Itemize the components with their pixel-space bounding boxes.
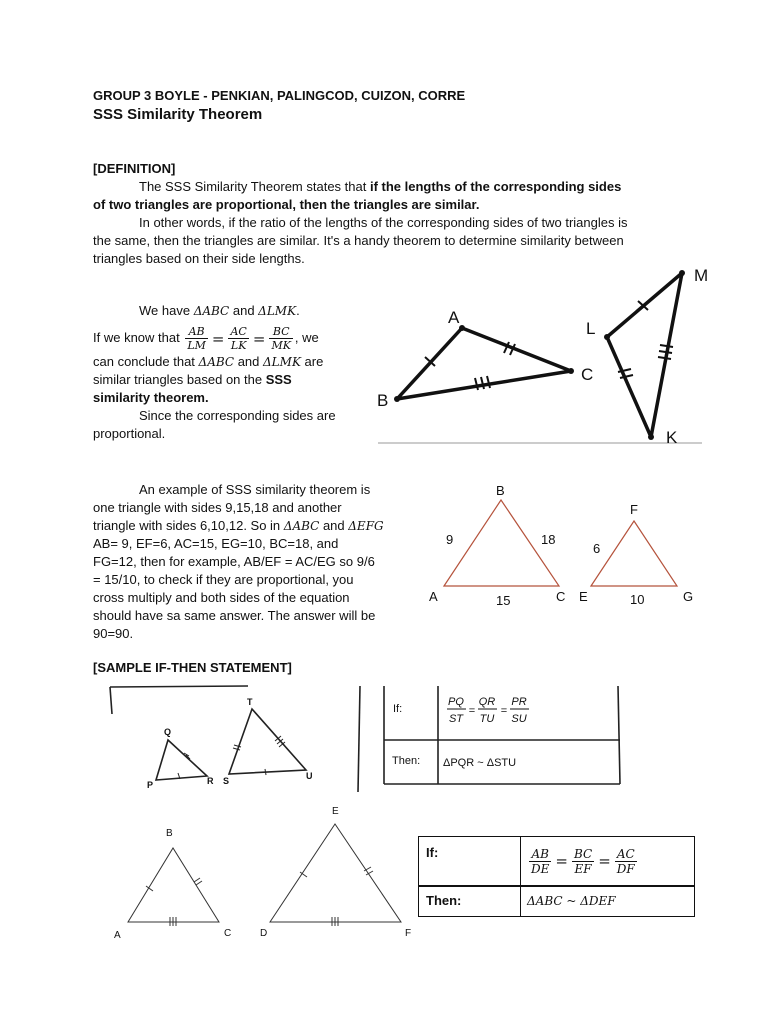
triangle-efg-example (591, 521, 677, 586)
bottom-label-a: A (114, 930, 121, 941)
label-b: B (377, 391, 389, 410)
svg-text:QR: QR (478, 696, 496, 708)
table-if-value: $\frac{AB}{DE}$ = $\frac{BC}{EF}$ = $\frac{AC}{DF}$ (531, 846, 635, 876)
scan-label-q: Q (164, 727, 172, 737)
ex-label-a: A (429, 589, 438, 604)
ex-side-bc: 18 (541, 532, 556, 547)
label-a: A (448, 308, 460, 327)
triangle-stu-scan (229, 709, 306, 774)
label-l: L (586, 319, 596, 338)
ex-side-ef: 6 (593, 541, 601, 556)
bottom-label-c: C (224, 928, 232, 939)
scan-label-t: T (247, 697, 253, 707)
explanation-text: We have ΔABC and ΔLMK. If we know that $\frac{AB}{LM}$ = $\frac{AC}{LK}$ = $\frac{BC}{MK}$ , we can conclude that ΔABC and ΔLMK are similar triangles based on the SSS similarity theorem. Since the corresponding sides are proportional. (93, 303, 336, 441)
ex-side-ab: 9 (446, 532, 454, 547)
ex-label-c: C (556, 589, 566, 604)
svg-text:PQ: PQ (448, 696, 464, 708)
example-triangles-figure (420, 478, 710, 613)
fraction-ab-lm: $\frac{AB}{LM}$ (187, 325, 206, 353)
svg-text:ST: ST (448, 713, 464, 725)
scan-label-p: P (147, 780, 154, 790)
scan-then-label: Then: (392, 755, 421, 767)
page-title: SSS Similarity Theorem (93, 106, 263, 123)
triangle-lmk (607, 273, 682, 437)
definition-heading: [DEFINITION] (93, 161, 176, 176)
ex-label-b: B (496, 483, 505, 498)
ex-side-eg: 10 (630, 592, 645, 607)
svg-text:SU: SU (511, 713, 527, 725)
ex-side-ac: 15 (496, 593, 511, 608)
group-line: GROUP 3 BOYLE - PENKIAN, PALINGCOD, CUIZON, CORRE (93, 88, 466, 103)
triangle-def-bottom (270, 824, 401, 922)
scan-label-s: S (223, 776, 230, 786)
bottom-label-d: D (260, 928, 268, 939)
ex-label-e: E (579, 589, 588, 604)
svg-text:=: = (500, 705, 508, 717)
svg-text:TU: TU (479, 713, 495, 725)
scan-if-label: If: (393, 703, 403, 715)
bottom-label-b: B (166, 828, 173, 839)
table-then-value: ΔABC ~ ΔDEF (527, 894, 616, 908)
bottom-label-f: F (405, 928, 412, 939)
example-paragraph: An example of SSS similarity theorem is one triangle with sides 9,15,18 and another triangle with sides 6,10,12. So in ΔABC and ΔEFG AB= 9, EF=6, AC=15, EG=10, BC=18, and FG=12, then for example, AB/EF = AC/EG so 9/6 = 15/10, to check if they are proportional, you cross multiply and both sides of the equation should have sa same answer. The answer will be 90=90. (93, 482, 384, 641)
bottom-label-e: E (332, 806, 339, 817)
label-m: M (694, 266, 709, 285)
scanned-sample (108, 684, 628, 796)
definition-paragraph: The SSS Similarity Theorem states that if the lengths of the corresponding sides of two triangles are proportional, then the triangles are similar. In other words, if the ratio of the lengths of the corresponding sides of two triangles is the same, then the triangles are similar. It's a handy theorem to determine similarity between triangles based on their side lengths. (93, 179, 628, 266)
label-k: K (666, 428, 678, 447)
scan-label-r: R (207, 776, 214, 786)
fraction-ac-lk: $\frac{AC}{LK}$ (230, 325, 247, 353)
label-c: C (581, 365, 594, 384)
table-if-label: If: (426, 845, 439, 860)
ex-label-g: G (683, 589, 694, 604)
sample-heading: [SAMPLE IF-THEN STATEMENT] (93, 660, 292, 675)
triangles-abc-lmk-figure (370, 265, 709, 450)
fraction-bc-mk: $\frac{BC}{MK}$ (271, 325, 291, 353)
scan-label-u: U (306, 771, 313, 781)
svg-text:PR: PR (511, 696, 527, 708)
triangles-abc-def-figure (108, 800, 418, 945)
triangle-pqr-scan (156, 740, 207, 780)
table-then-label: Then: (426, 893, 462, 908)
if-then-table (418, 836, 695, 917)
scan-then-value: ΔPQR ~ ΔSTU (443, 757, 517, 769)
triangle-abc-bottom (128, 848, 219, 922)
ex-label-f: F (630, 502, 638, 517)
svg-text:=: = (468, 705, 476, 717)
